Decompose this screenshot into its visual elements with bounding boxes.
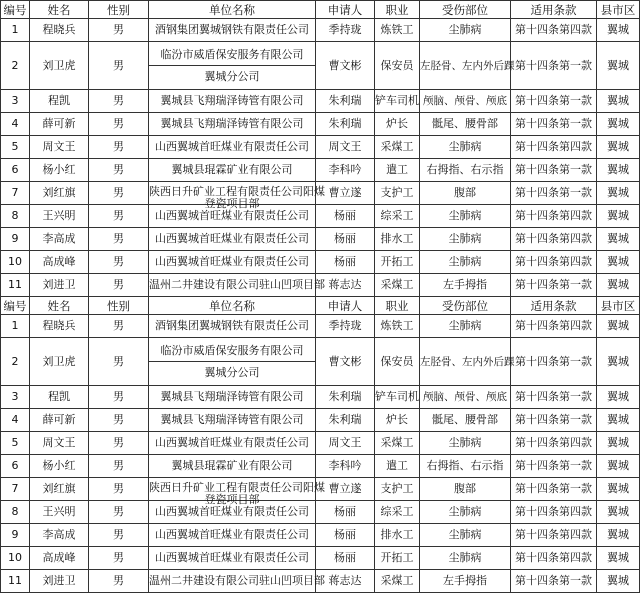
cell-job: 炼铁工 bbox=[375, 19, 420, 42]
cell-gender: 男 bbox=[89, 228, 149, 251]
cell-job: 采煤工 bbox=[375, 432, 420, 455]
cell-job: 综采工 bbox=[375, 205, 420, 228]
cell-unit: 山西翼城首旺煤业有限责任公司 bbox=[149, 432, 316, 455]
cell-gender: 男 bbox=[89, 524, 149, 547]
table-row bbox=[1, 228, 640, 251]
cell-gender: 男 bbox=[89, 386, 149, 409]
cell-applicant: 周文王 bbox=[316, 136, 375, 159]
table-row bbox=[1, 386, 640, 409]
cell-unit: 酒钢集团翼城钢铁有限责任公司 bbox=[149, 315, 316, 338]
cell-unit: 翼城县飞翔瑞泽铸管有限公司 bbox=[149, 113, 316, 136]
cell-no: 2 bbox=[1, 42, 30, 90]
header-col-injury: 受伤部位 bbox=[420, 297, 511, 315]
cell-county: 翼城 bbox=[597, 159, 640, 182]
cell-unit bbox=[149, 338, 316, 386]
cell-applicant: 朱利瑞 bbox=[316, 409, 375, 432]
cell-name: 薛可新 bbox=[30, 113, 89, 136]
cell-clause: 第十四条第四款 bbox=[511, 205, 597, 228]
cell-gender: 男 bbox=[89, 90, 149, 113]
header-col-county: 县市区 bbox=[597, 1, 640, 19]
cell-name: 高成峰 bbox=[30, 547, 89, 570]
cell-unit: 山西翼城首旺煤业有限责任公司 bbox=[149, 205, 316, 228]
table-row bbox=[1, 19, 640, 42]
cell-clause: 第十四条第一款 bbox=[511, 338, 597, 386]
table-row bbox=[1, 251, 640, 274]
cell-applicant: 李科吟 bbox=[316, 455, 375, 478]
unit-line: 登瓷项目部 bbox=[204, 493, 260, 506]
cell-county: 翼城 bbox=[597, 478, 640, 501]
unit-line: 陕西日升矿业工程有限责任公司阳煤 bbox=[149, 481, 325, 494]
cell-clause: 第十四条第四款 bbox=[511, 251, 597, 274]
cell-unit: 翼城县琨霖矿业有限公司 bbox=[149, 455, 316, 478]
cell-no: 9 bbox=[1, 228, 30, 251]
cell-applicant: 杨丽 bbox=[316, 524, 375, 547]
cell-applicant: 蒋志达 bbox=[316, 274, 375, 297]
cell-injury: 尘肺病 bbox=[420, 136, 511, 159]
cell-county: 翼城 bbox=[597, 432, 640, 455]
cell-name: 王兴明 bbox=[30, 501, 89, 524]
cell-county: 翼城 bbox=[597, 251, 640, 274]
cell-clause: 第十四条第一款 bbox=[511, 386, 597, 409]
cell-no: 4 bbox=[1, 113, 30, 136]
cell-gender: 男 bbox=[89, 570, 149, 593]
cell-name: 刘红旗 bbox=[30, 478, 89, 501]
cell-name: 杨小红 bbox=[30, 455, 89, 478]
cell-unit: 山西翼城首旺煤业有限责任公司 bbox=[149, 251, 316, 274]
cell-injury: 腹部 bbox=[420, 182, 511, 205]
cell-job: 遣工 bbox=[375, 455, 420, 478]
cell-clause: 第十四条第四款 bbox=[511, 432, 597, 455]
cell-clause: 第十四条第四款 bbox=[511, 501, 597, 524]
cell-clause: 第十四条第一款 bbox=[511, 182, 597, 205]
header-col-job: 职业 bbox=[375, 297, 420, 315]
table-row bbox=[1, 455, 640, 478]
cell-job: 排水工 bbox=[375, 228, 420, 251]
cell-injury: 尘肺病 bbox=[420, 524, 511, 547]
cell-clause: 第十四条第四款 bbox=[511, 19, 597, 42]
cell-unit: 温州二井建设有限公司驻山凹项目部 bbox=[149, 274, 316, 297]
cell-injury: 左手拇指 bbox=[420, 274, 511, 297]
cell-name: 周文王 bbox=[30, 432, 89, 455]
cell-unit bbox=[149, 478, 325, 506]
cell-unit bbox=[149, 182, 325, 210]
cell-name: 周文王 bbox=[30, 136, 89, 159]
table-row bbox=[1, 409, 640, 432]
cell-job: 铲车司机 bbox=[375, 386, 420, 409]
cell-applicant: 朱利瑞 bbox=[316, 90, 375, 113]
cell-applicant: 杨丽 bbox=[316, 547, 375, 570]
cell-job: 铲车司机 bbox=[375, 90, 420, 113]
cell-job: 开拓工 bbox=[375, 251, 420, 274]
cell-clause: 第十四条第四款 bbox=[511, 228, 597, 251]
cell-applicant: 杨丽 bbox=[316, 501, 375, 524]
cell-job: 炼铁工 bbox=[375, 315, 420, 338]
table-row bbox=[1, 205, 640, 228]
cell-clause: 第十四条第一款 bbox=[511, 409, 597, 432]
cell-no: 1 bbox=[1, 19, 30, 42]
cell-gender: 男 bbox=[89, 42, 149, 90]
cell-county: 翼城 bbox=[597, 182, 640, 205]
cell-county: 翼城 bbox=[597, 136, 640, 159]
cell-name: 刘卫虎 bbox=[30, 42, 89, 90]
cell-job: 采煤工 bbox=[375, 570, 420, 593]
cell-job: 炉长 bbox=[375, 113, 420, 136]
unit-wrapped bbox=[149, 480, 325, 506]
cell-county: 翼城 bbox=[597, 455, 640, 478]
cell-gender: 男 bbox=[89, 501, 149, 524]
cell-job: 支护工 bbox=[375, 182, 420, 205]
cell-clause: 第十四条第一款 bbox=[511, 159, 597, 182]
table-row bbox=[1, 274, 640, 297]
cell-county: 翼城 bbox=[597, 524, 640, 547]
cell-no: 8 bbox=[1, 501, 30, 524]
cell-gender: 男 bbox=[89, 182, 149, 205]
cell-injury: 骶尾、腰骨部 bbox=[420, 113, 511, 136]
unit-line: 临汾市威盾保安服务有限公司 bbox=[160, 48, 304, 61]
cell-applicant: 曹文彬 bbox=[316, 338, 375, 386]
cell-injury: 尘肺病 bbox=[420, 205, 511, 228]
header-col-no: 编号 bbox=[1, 297, 30, 315]
cell-clause: 第十四条第一款 bbox=[511, 113, 597, 136]
cell-name: 程凯 bbox=[30, 90, 89, 113]
cell-no: 3 bbox=[1, 90, 30, 113]
cell-job: 排水工 bbox=[375, 524, 420, 547]
cell-clause: 第十四条第四款 bbox=[511, 547, 597, 570]
cell-unit: 酒钢集团翼城钢铁有限责任公司 bbox=[149, 19, 316, 42]
cell-unit: 翼城县飞翔瑞泽铸管有限公司 bbox=[149, 90, 316, 113]
cell-applicant: 朱利瑞 bbox=[316, 386, 375, 409]
table-row bbox=[1, 524, 640, 547]
cell-applicant: 李科吟 bbox=[316, 159, 375, 182]
cell-applicant: 周文王 bbox=[316, 432, 375, 455]
cell-no: 6 bbox=[1, 159, 30, 182]
cell-gender: 男 bbox=[89, 274, 149, 297]
header-col-applicant: 申请人 bbox=[316, 1, 375, 19]
cell-unit: 山西翼城首旺煤业有限责任公司 bbox=[149, 228, 316, 251]
cell-name: 刘进卫 bbox=[30, 570, 89, 593]
table-row bbox=[1, 570, 640, 593]
cell-name: 刘卫虎 bbox=[30, 338, 89, 386]
cell-injury: 尘肺病 bbox=[420, 547, 511, 570]
cell-applicant: 季持珑 bbox=[316, 19, 375, 42]
cell-no: 5 bbox=[1, 136, 30, 159]
cell-no: 7 bbox=[1, 182, 30, 205]
cell-injury: 右拇指、右示指 bbox=[420, 159, 511, 182]
cell-county: 翼城 bbox=[597, 315, 640, 338]
cell-name: 王兴明 bbox=[30, 205, 89, 228]
table-row bbox=[1, 478, 640, 501]
cell-county: 翼城 bbox=[597, 19, 640, 42]
cell-gender: 男 bbox=[89, 478, 149, 501]
cell-applicant: 杨丽 bbox=[316, 205, 375, 228]
cell-unit: 山西翼城首旺煤业有限责任公司 bbox=[149, 524, 316, 547]
cell-unit: 山西翼城首旺煤业有限责任公司 bbox=[149, 501, 316, 524]
cell-no: 3 bbox=[1, 386, 30, 409]
table-row bbox=[1, 338, 640, 386]
cell-gender: 男 bbox=[89, 432, 149, 455]
cell-no: 2 bbox=[1, 338, 30, 386]
cell-unit: 翼城县琨霖矿业有限公司 bbox=[149, 159, 316, 182]
header-col-unit: 单位名称 bbox=[149, 1, 316, 19]
cell-applicant: 杨丽 bbox=[316, 228, 375, 251]
cell-job: 采煤工 bbox=[375, 136, 420, 159]
cell-county: 翼城 bbox=[597, 338, 640, 386]
header-col-gender: 性别 bbox=[89, 297, 149, 315]
header-col-no: 编号 bbox=[1, 1, 30, 19]
cell-injury: 左胫骨、左内外后踝 bbox=[420, 338, 511, 386]
cell-clause: 第十四条第一款 bbox=[511, 570, 597, 593]
cell-unit: 翼城县飞翔瑞泽铸管有限公司 bbox=[149, 386, 316, 409]
unit-line: 翼城分公司 bbox=[149, 361, 315, 383]
cell-applicant: 曹立遂 bbox=[316, 478, 375, 501]
cell-clause: 第十四条第一款 bbox=[511, 478, 597, 501]
header-col-injury: 受伤部位 bbox=[420, 1, 511, 19]
cell-county: 翼城 bbox=[597, 228, 640, 251]
cell-name: 李高成 bbox=[30, 228, 89, 251]
cell-name: 刘进卫 bbox=[30, 274, 89, 297]
cell-unit: 温州二井建设有限公司驻山凹项目部 bbox=[149, 570, 316, 593]
unit-line: 登瓷项目部 bbox=[204, 197, 260, 210]
cell-unit: 山西翼城首旺煤业有限责任公司 bbox=[149, 136, 316, 159]
unit-wrapped bbox=[149, 184, 325, 210]
cell-gender: 男 bbox=[89, 409, 149, 432]
cell-county: 翼城 bbox=[597, 113, 640, 136]
cell-applicant: 蒋志达 bbox=[316, 570, 375, 593]
table-row bbox=[1, 432, 640, 455]
unit-line: 陕西日升矿业工程有限责任公司阳煤 bbox=[149, 185, 325, 198]
cell-clause: 第十四条第四款 bbox=[511, 136, 597, 159]
table-row bbox=[1, 159, 640, 182]
header-col-clause: 适用条款 bbox=[511, 297, 597, 315]
table-row bbox=[1, 42, 640, 90]
header-col-county: 县市区 bbox=[597, 297, 640, 315]
cell-injury: 尘肺病 bbox=[420, 228, 511, 251]
cell-gender: 男 bbox=[89, 159, 149, 182]
cell-job: 保安员 bbox=[375, 42, 420, 90]
table-row bbox=[1, 501, 640, 524]
cell-injury: 尘肺病 bbox=[420, 315, 511, 338]
cell-county: 翼城 bbox=[597, 547, 640, 570]
cell-applicant: 曹文彬 bbox=[316, 42, 375, 90]
cell-injury: 左手拇指 bbox=[420, 570, 511, 593]
header-col-name: 姓名 bbox=[30, 297, 89, 315]
cell-applicant: 朱利瑞 bbox=[316, 113, 375, 136]
cell-no: 7 bbox=[1, 478, 30, 501]
cell-no: 4 bbox=[1, 409, 30, 432]
cell-no: 9 bbox=[1, 524, 30, 547]
cell-job: 保安员 bbox=[375, 338, 420, 386]
cell-county: 翼城 bbox=[597, 274, 640, 297]
cell-unit: 翼城县飞翔瑞泽铸管有限公司 bbox=[149, 409, 316, 432]
cell-no: 1 bbox=[1, 315, 30, 338]
cell-injury: 尘肺病 bbox=[420, 19, 511, 42]
header-row bbox=[1, 297, 640, 315]
header-col-gender: 性别 bbox=[89, 1, 149, 19]
cell-gender: 男 bbox=[89, 251, 149, 274]
cell-injury: 尘肺病 bbox=[420, 432, 511, 455]
table-row bbox=[1, 547, 640, 570]
cell-clause: 第十四条第一款 bbox=[511, 274, 597, 297]
cell-no: 10 bbox=[1, 547, 30, 570]
header-col-job: 职业 bbox=[375, 1, 420, 19]
cell-county: 翼城 bbox=[597, 42, 640, 90]
cell-injury: 颅脑、颅骨、颅底 bbox=[420, 90, 511, 113]
header-col-name: 姓名 bbox=[30, 1, 89, 19]
cell-injury: 腹部 bbox=[420, 478, 511, 501]
cell-county: 翼城 bbox=[597, 90, 640, 113]
table-row bbox=[1, 113, 640, 136]
cell-gender: 男 bbox=[89, 547, 149, 570]
cell-unit: 山西翼城首旺煤业有限责任公司 bbox=[149, 547, 316, 570]
table-body bbox=[1, 1, 640, 593]
cell-injury: 尘肺病 bbox=[420, 501, 511, 524]
cell-no: 10 bbox=[1, 251, 30, 274]
cell-job: 开拓工 bbox=[375, 547, 420, 570]
cell-gender: 男 bbox=[89, 315, 149, 338]
cell-job: 支护工 bbox=[375, 478, 420, 501]
cell-job: 综采工 bbox=[375, 501, 420, 524]
cell-gender: 男 bbox=[89, 19, 149, 42]
cell-gender: 男 bbox=[89, 338, 149, 386]
cell-name: 高成峰 bbox=[30, 251, 89, 274]
cell-no: 5 bbox=[1, 432, 30, 455]
cell-county: 翼城 bbox=[597, 386, 640, 409]
cell-injury: 骶尾、腰骨部 bbox=[420, 409, 511, 432]
cell-no: 11 bbox=[1, 570, 30, 593]
cell-county: 翼城 bbox=[597, 409, 640, 432]
cell-no: 6 bbox=[1, 455, 30, 478]
cell-clause: 第十四条第四款 bbox=[511, 524, 597, 547]
cell-injury: 颅脑、颅骨、颅底 bbox=[420, 386, 511, 409]
cell-no: 8 bbox=[1, 205, 30, 228]
cell-gender: 男 bbox=[89, 455, 149, 478]
cell-clause: 第十四条第四款 bbox=[511, 315, 597, 338]
cell-no: 11 bbox=[1, 274, 30, 297]
cell-gender: 男 bbox=[89, 136, 149, 159]
cell-injury: 尘肺病 bbox=[420, 251, 511, 274]
table-row bbox=[1, 136, 640, 159]
unit-line: 临汾市威盾保安服务有限公司 bbox=[160, 344, 304, 357]
cell-applicant: 季持珑 bbox=[316, 315, 375, 338]
header-col-applicant: 申请人 bbox=[316, 297, 375, 315]
cell-unit bbox=[149, 42, 316, 90]
cell-name: 杨小红 bbox=[30, 159, 89, 182]
cell-job: 采煤工 bbox=[375, 274, 420, 297]
header-col-clause: 适用条款 bbox=[511, 1, 597, 19]
cell-applicant: 曹立遂 bbox=[316, 182, 375, 205]
cell-name: 程晓兵 bbox=[30, 315, 89, 338]
cell-injury: 左胫骨、左内外后踝 bbox=[420, 42, 511, 90]
cell-name: 程晓兵 bbox=[30, 19, 89, 42]
cell-name: 李高成 bbox=[30, 524, 89, 547]
cell-clause: 第十四条第一款 bbox=[511, 455, 597, 478]
cell-county: 翼城 bbox=[597, 205, 640, 228]
header-row bbox=[1, 1, 640, 19]
cell-clause: 第十四条第一款 bbox=[511, 90, 597, 113]
cell-county: 翼城 bbox=[597, 501, 640, 524]
cell-name: 程凯 bbox=[30, 386, 89, 409]
unit-line: 翼城分公司 bbox=[149, 65, 315, 87]
cell-county: 翼城 bbox=[597, 570, 640, 593]
cell-name: 薛可新 bbox=[30, 409, 89, 432]
cell-clause: 第十四条第一款 bbox=[511, 42, 597, 90]
table-row bbox=[1, 182, 640, 205]
cell-injury: 右拇指、右示指 bbox=[420, 455, 511, 478]
cell-job: 炉长 bbox=[375, 409, 420, 432]
cell-applicant: 杨丽 bbox=[316, 251, 375, 274]
cell-name: 刘红旗 bbox=[30, 182, 89, 205]
cell-gender: 男 bbox=[89, 205, 149, 228]
cell-job: 遣工 bbox=[375, 159, 420, 182]
header-col-unit: 单位名称 bbox=[149, 297, 316, 315]
table-row bbox=[1, 90, 640, 113]
table-row bbox=[1, 315, 640, 338]
cell-gender: 男 bbox=[89, 113, 149, 136]
